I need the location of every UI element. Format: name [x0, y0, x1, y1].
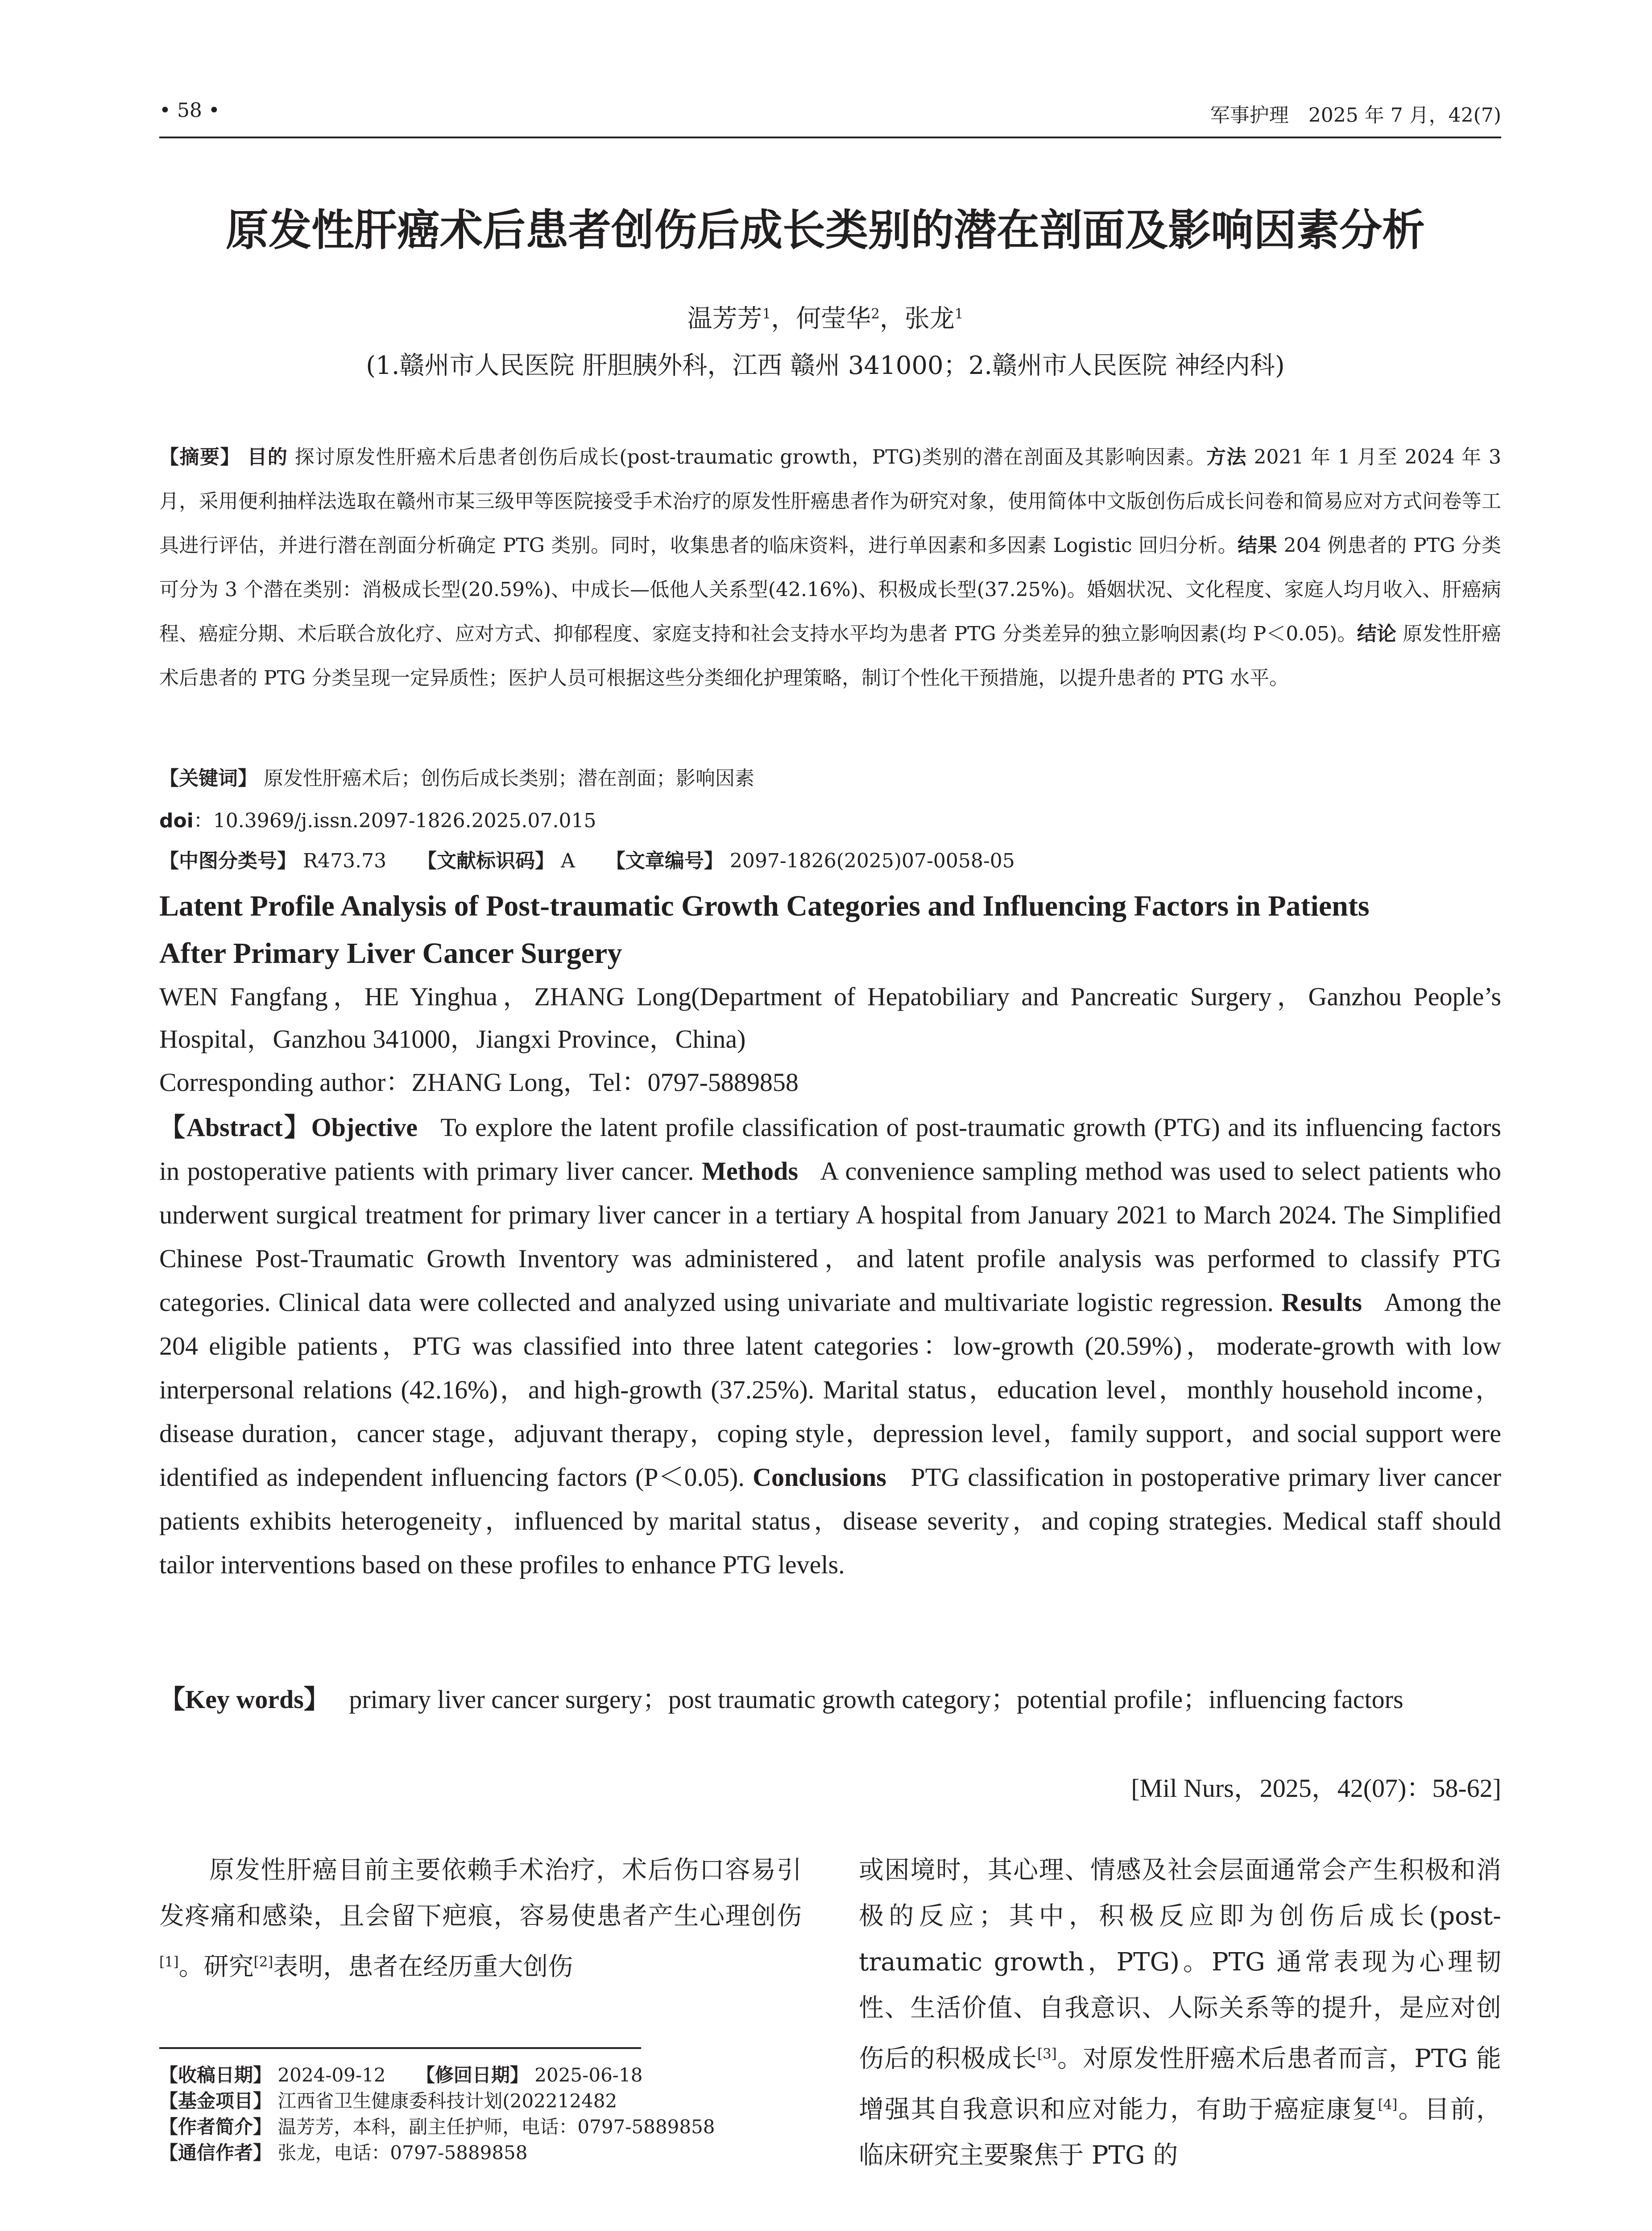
english-title	[159, 883, 1501, 977]
body-text: 原发性肝癌目前主要依赖手术治疗，术后伤口容易引发疼痛和感染，且会留下疤痕，容易使患者产生心理创伤	[159, 1856, 802, 1931]
doi-value: ：10.3969/j.issn.2097-1826.2025.07.015	[193, 809, 596, 832]
article-no-value: 2097-1826(2025)07-0058-05	[729, 850, 1015, 872]
body-text: 。对原发性肝癌术后患者而言，PTG 能增强其自我意识和应对能力，有助于癌症康复	[859, 2044, 1501, 2124]
english-title-line: After Primary Liver Cancer Surgery	[159, 937, 622, 970]
en-abstract-label: 【Abstract】	[159, 1113, 311, 1142]
affil-marker: 1	[762, 306, 771, 322]
cn-objective: 探讨原发性肝癌术后患者创伤后成长(post-traumatic growth，PTG)类别的潜在剖面及其影响因素。	[294, 446, 1207, 469]
en-conclusions-label: Conclusions	[753, 1463, 886, 1492]
footnote-bio	[159, 2114, 828, 2140]
corr-text: 张龙，电话：0797-5889858	[277, 2142, 528, 2164]
en-keywords-text: primary liver cancer surgery；post traumatic growth category；potential profile；influencing factors	[349, 1685, 1404, 1714]
body-text: 。研究	[178, 1952, 254, 1982]
en-objective-label: Objective	[311, 1113, 418, 1142]
header-rule	[159, 137, 1501, 138]
body-left-column	[159, 1847, 802, 1990]
revised-date: 2025-06-18	[534, 2064, 643, 2086]
cn-results: 204 例患者的 PTG 分类可分为 3 个潜在类别：消极成长型(20.59%)、中成长—低他人关系型(42.16%)、积极成长型(37.25%)。婚姻状况、文化程度、家庭人均月收入、肝癌病程、癌症分期、术后联合放化疗、应对方式、抑郁程度、家庭支持和社会支持水平均为患者 PTG 分类差异的独立影响因素(均 P＜0.05)。	[159, 534, 1501, 645]
en-abstract	[159, 1106, 1501, 1587]
footnotes	[159, 2062, 828, 2166]
cn-methods-label: 方法	[1206, 446, 1247, 469]
footnote-rule	[159, 2047, 641, 2049]
cn-conclusions: 原发性肝癌术后患者的 PTG 分类呈现一定异质性；医护人员可根据这些分类细化护理策略，制订个性化干预措施，以提升患者的 PTG 水平。	[159, 622, 1501, 689]
reference-marker: [1]	[159, 1954, 179, 1970]
received-date: 2024-09-12	[277, 2064, 386, 2086]
author-name: ，张龙	[879, 304, 955, 333]
body-text: 或困境时，其心理、情感及社会层面通常会产生积极和消极的反应；其中，积极反应即为创伤后成长(post-traumatic growth，PTG)。PTG 通常表现为心理韧性、生活价值、自我意识、人际关系等的提升，是应对创伤后的积极成长	[859, 1856, 1501, 2073]
en-results-label: Results	[1281, 1288, 1362, 1317]
reference-marker: [2]	[253, 1954, 273, 1970]
revised-label: 【修回日期】	[416, 2064, 529, 2086]
cn-methods: 2021 年 1 月至 2024 年 3 月，采用便利抽样法选取在赣州市某三级甲等医院接受手术治疗的原发性肝癌患者作为研究对象，使用简体中文版创伤后成长问卷和简易应对方式问卷等工具进行评估，并进行潜在剖面分析确定 PTG 类别。同时，收集患者的临床资料，进行单因素和多因素 Logistic 回归分析。	[159, 446, 1502, 557]
cn-conclusions-label: 结论	[1357, 622, 1397, 645]
affiliation: (1.赣州市人民医院 肝胆胰外科，江西 赣州 341000；2.赣州市人民医院 神经内科)	[366, 351, 1285, 380]
reference-marker: [4]	[1378, 2096, 1398, 2113]
en-results: Among the 204 eligible patients，PTG was classified into three latent categories：low-growth (20.59%)，moderate-growth with low interpersonal relations (42.16%)，and high-growth (37.25%). Marital status，education level，monthly household income，disease duration，cancer stage，adjuvant therapy，coping style，depression level，family support，and social support were identified as independent influencing factors (P＜0.05).	[159, 1288, 1502, 1492]
doc-code-label: 【文献标识码】	[417, 850, 555, 872]
doi-line	[159, 799, 1501, 843]
clc-label: 【中图分类号】	[159, 850, 297, 872]
fund-label: 【基金项目】	[159, 2090, 272, 2112]
received-label: 【收稿日期】	[159, 2064, 272, 2086]
body-text: 。目前，临床研究主要聚焦于 PTG 的	[859, 2095, 1502, 2170]
footnote-fund	[159, 2088, 828, 2114]
article-title: 原发性肝癌术后患者创伤后成长类别的潜在剖面及影响因素分析	[226, 205, 1425, 255]
journal-info: 军事护理 2025 年 7 月，42(7)	[1210, 104, 1501, 127]
reference-marker: [3]	[1037, 2046, 1057, 2062]
bio-text: 温芳芳，本科，副主任护师，电话：0797-5889858	[277, 2116, 715, 2138]
bio-label: 【作者简介】	[159, 2116, 272, 2138]
english-authors: WEN Fangfang，HE Yinghua，ZHANG Long(Department of Hepatobiliary and Pancreatic Surgery，Ganzhou People’s Hospital，Ganzhou 341000，Jiangxi Province，China)	[159, 982, 1501, 1053]
doc-code-value: A	[561, 850, 575, 872]
en-conclusions: PTG classification in postoperative primary liver cancer patients exhibits heterogeneity，influenced by marital status，disease severity，and coping strategies. Medical staff should tailor interventions based on these profiles to enhance PTG levels.	[159, 1463, 1501, 1579]
cn-objective-label: 目的	[247, 446, 288, 469]
cn-results-label: 结果	[1238, 534, 1278, 557]
affil-marker: 2	[871, 306, 880, 322]
fund-text: 江西省卫生健康委科技计划(202212482	[277, 2090, 617, 2112]
classification-line	[159, 839, 1501, 883]
english-title-line: Latent Profile Analysis of Post-traumatic Growth Categories and Influencing Factors in Patients	[159, 890, 1370, 922]
corresponding-author: Corresponding author：ZHANG Long，Tel：0797-5889858	[159, 1068, 799, 1097]
clc-value: R473.73	[303, 850, 387, 872]
author-line	[134, 299, 1517, 335]
footnote-dates	[159, 2062, 828, 2088]
corr-label: 【通信作者】	[159, 2142, 272, 2164]
en-methods: A convenience sampling method was used to select patients who underwent surgical treatment for primary liver cancer in a tertiary A hospital from January 2021 to March 2024. The Simplified Chinese Post-Traumatic Growth Inventory was administered，and latent profile analysis was performed to classify PTG categories. Clinical data were collected and analyzed using univariate and multivariate logistic regression.	[159, 1157, 1501, 1317]
en-keywords	[159, 1678, 1501, 1721]
author-name: 温芳芳	[687, 304, 762, 333]
page-number: • 58 •	[159, 99, 220, 122]
cn-abstract	[159, 435, 1501, 700]
article-no-label: 【文章编号】	[605, 850, 724, 872]
body-text: 表明，患者在经历重大创伤	[273, 1952, 573, 1982]
en-keywords-label: 【Key words】	[159, 1685, 330, 1714]
cn-abstract-label: 【摘要】	[159, 446, 240, 469]
footnote-corresponding	[159, 2140, 828, 2166]
cn-keywords-text: 原发性肝癌术后；创伤后成长类别；潜在剖面；影响因素	[264, 767, 754, 790]
doi-label: doi	[159, 809, 194, 832]
cn-keywords	[159, 756, 1501, 800]
cn-keywords-label: 【关键词】	[159, 767, 257, 790]
affil-marker: 1	[954, 306, 964, 322]
citation: [Mil Nurs，2025，42(07)：58-62]	[1131, 1774, 1501, 1803]
en-objective: To explore the latent profile classification of post-traumatic growth (PTG) and its influencing factors in postoperative patients with primary liver cancer.	[159, 1113, 1501, 1186]
en-methods-label: Methods	[702, 1157, 799, 1186]
body-right-column	[859, 1847, 1501, 2178]
author-name: ，何莹华	[771, 304, 871, 333]
